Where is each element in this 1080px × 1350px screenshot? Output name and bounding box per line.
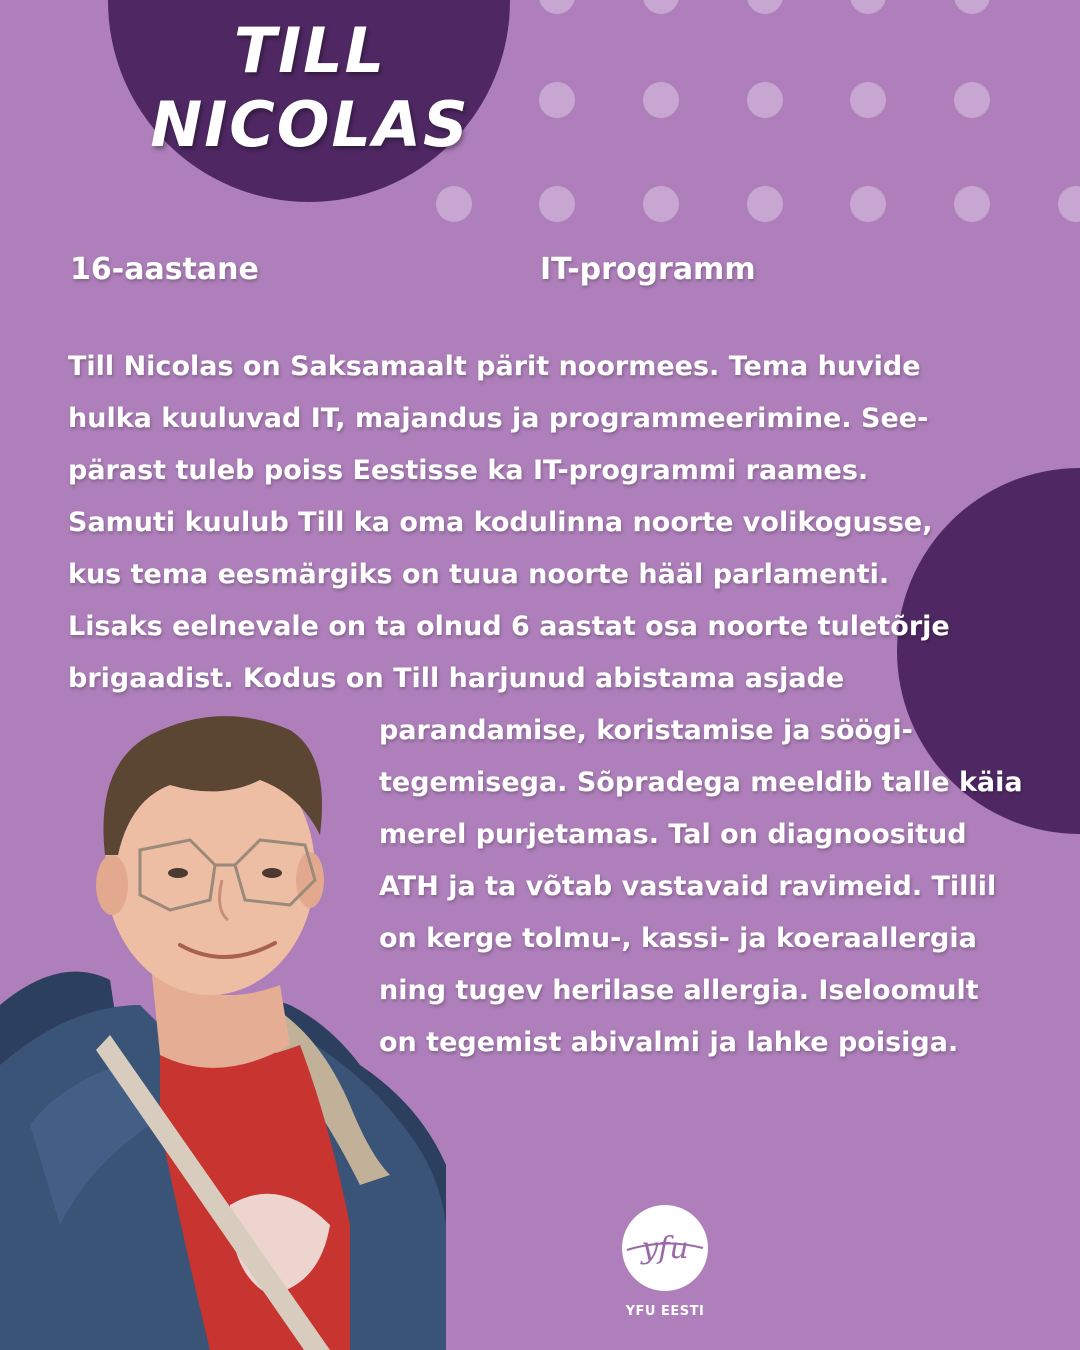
bio-line: kus tema eesmärgiks on tuua noorte hääl parlamenti. (68, 559, 890, 590)
bio-line: on tegemist abivalmi ja lahke poisiga. (379, 1027, 959, 1058)
program-label: IT-programm (540, 252, 756, 287)
bio-line: merel purjetamas. Tal on diagnoositud (379, 819, 967, 850)
bio-line: parandamise, koristamise ja söögi- (379, 715, 913, 746)
bio-line: brigaadist. Kodus on Till harjunud abistama asjade (68, 663, 845, 694)
yfu-logo (621, 1204, 709, 1292)
bio-line: Samuti kuulub Till ka oma kodulinna noorte volikogusse, (68, 507, 933, 538)
age-label: 16-aastane (70, 252, 259, 287)
bio-line: on kerge tolmu-, kassi- ja koeraallergia (379, 923, 977, 954)
bio-text-top (68, 341, 950, 705)
name-first-line: TILL (233, 14, 387, 87)
bio-line: Till Nicolas on Saksamaalt pärit noormees. Tema huvide (68, 351, 921, 382)
bio-line: ATH ja ta võtab vastavaid ravimeid. Tillil (379, 871, 997, 902)
bio-line: ning tugev herilase allergia. Iseloomult (379, 975, 979, 1006)
portrait-photo (0, 705, 446, 1350)
bio-line: Lisaks eelnevale on ta olnud 6 aastat osa noorte tuletõrje (68, 611, 950, 642)
bio-line: tegemisega. Sõpradega meeldib talle käia (379, 767, 1023, 798)
student-name (110, 14, 510, 162)
name-second-line: NICOLAS (150, 88, 470, 161)
logo-label: YFU EESTI (625, 1304, 705, 1319)
svg-text:yfu: yfu (641, 1231, 689, 1266)
bio-line: pärast tuleb poiss Eestisse ka IT-programmi raames. (68, 455, 869, 486)
bio-text-bottom (379, 705, 1023, 1069)
bio-line: hulka kuuluvad IT, majandus ja programmeerimine. See- (68, 403, 929, 434)
